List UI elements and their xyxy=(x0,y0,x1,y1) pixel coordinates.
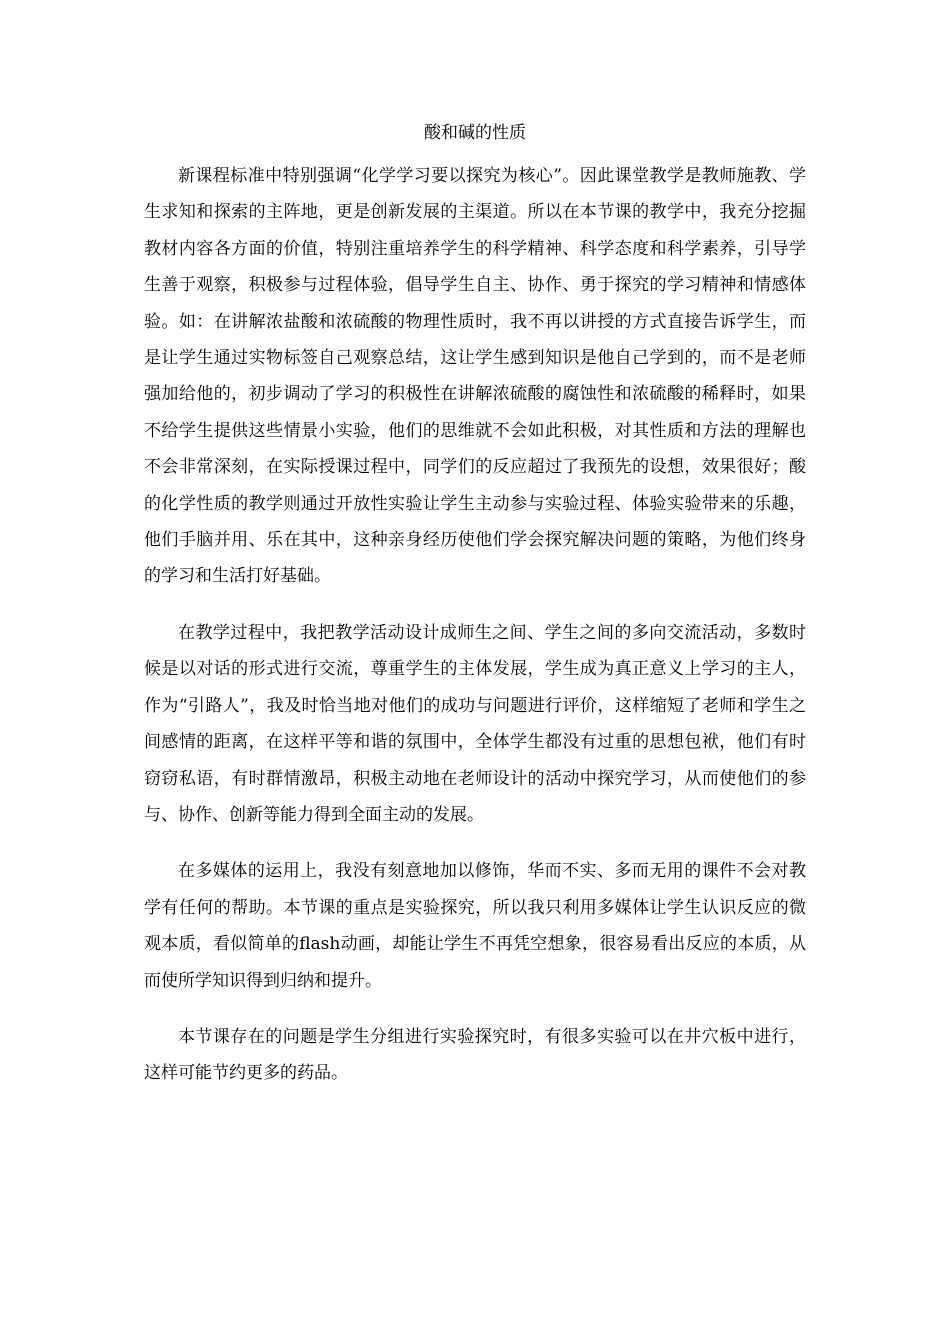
paragraph-4: 本节课存在的问题是学生分组进行实验探究时，有很多实验可以在井穴板中进行，这样可能节约更多的药品。 xyxy=(144,1026,806,1084)
document-page xyxy=(144,118,806,1112)
document-title: 酸和碱的性质 xyxy=(424,123,526,143)
paragraph-2: 在教学过程中，我把教学活动设计成师生之间、学生之间的多向交流活动，多数时候是以对话的形式进行交流，尊重学生的主体发展，学生成为真正意义上学习的主人，作为“引路人”，我及时恰当地对他们的成功与问题进行评价，这样缩短了老师和学生之间感情的距离，在这样平等和谐的氛围中，全体学生都没有过重的思想包袱，他们有时窃窃私语，有时群情激昂，积极主动地在老师设计的活动中探究学习，从而使他们的参与、协作、创新等能力得到全面主动的发展。 xyxy=(144,622,806,825)
paragraph-1: 新课程标准中特别强调“化学学习要以探究为核心”。因此课堂教学是教师施教、学生求知和探索的主阵地，更是创新发展的主渠道。所以在本节课的教学中，我充分挖掘教材内容各方面的价值，特别注重培养学生的科学精神、科学态度和科学素养，引导学生善于观察，积极参与过程体验，倡导学生自主、协作、勇于探究的学习精神和情感体验。如：在讲解浓盐酸和浓硫酸的物理性质时，我不再以讲授的方式直接告诉学生，而是让学生通过实物标签自己观察总结，这让学生感到知识是他自己学到的，而不是老师强加给他的，初步调动了学习的积极性在讲解浓硫酸的腐蚀性和浓硫酸的稀释时，如果不给学生提供这些情景小实验，他们的思维就不会如此积极，对其性质和方法的理解也不会非常深刻，在实际授课过程中，同学们的反应超过了我预先的设想，效果很好；酸的化学性质的教学则通过开放性实验让学生主动参与实验过程、体验实验带来的乐趣，他们手脑并用、乐在其中，这种亲身经历使他们学会探究解决问题的策略，为他们终身的学习和生活打好基础。 xyxy=(144,166,806,587)
paragraph-3: 在多媒体的运用上，我没有刻意地加以修饰，华而不实、多而无用的课件不会对教学有任何的帮助。本节课的重点是实验探究，所以我只利用多媒体让学生认识反应的微观本质，看似简单的flash动画，却能让学生不再凭空想象，很容易看出反应的本质，从而使所学知识得到归纳和提升。 xyxy=(144,861,806,991)
